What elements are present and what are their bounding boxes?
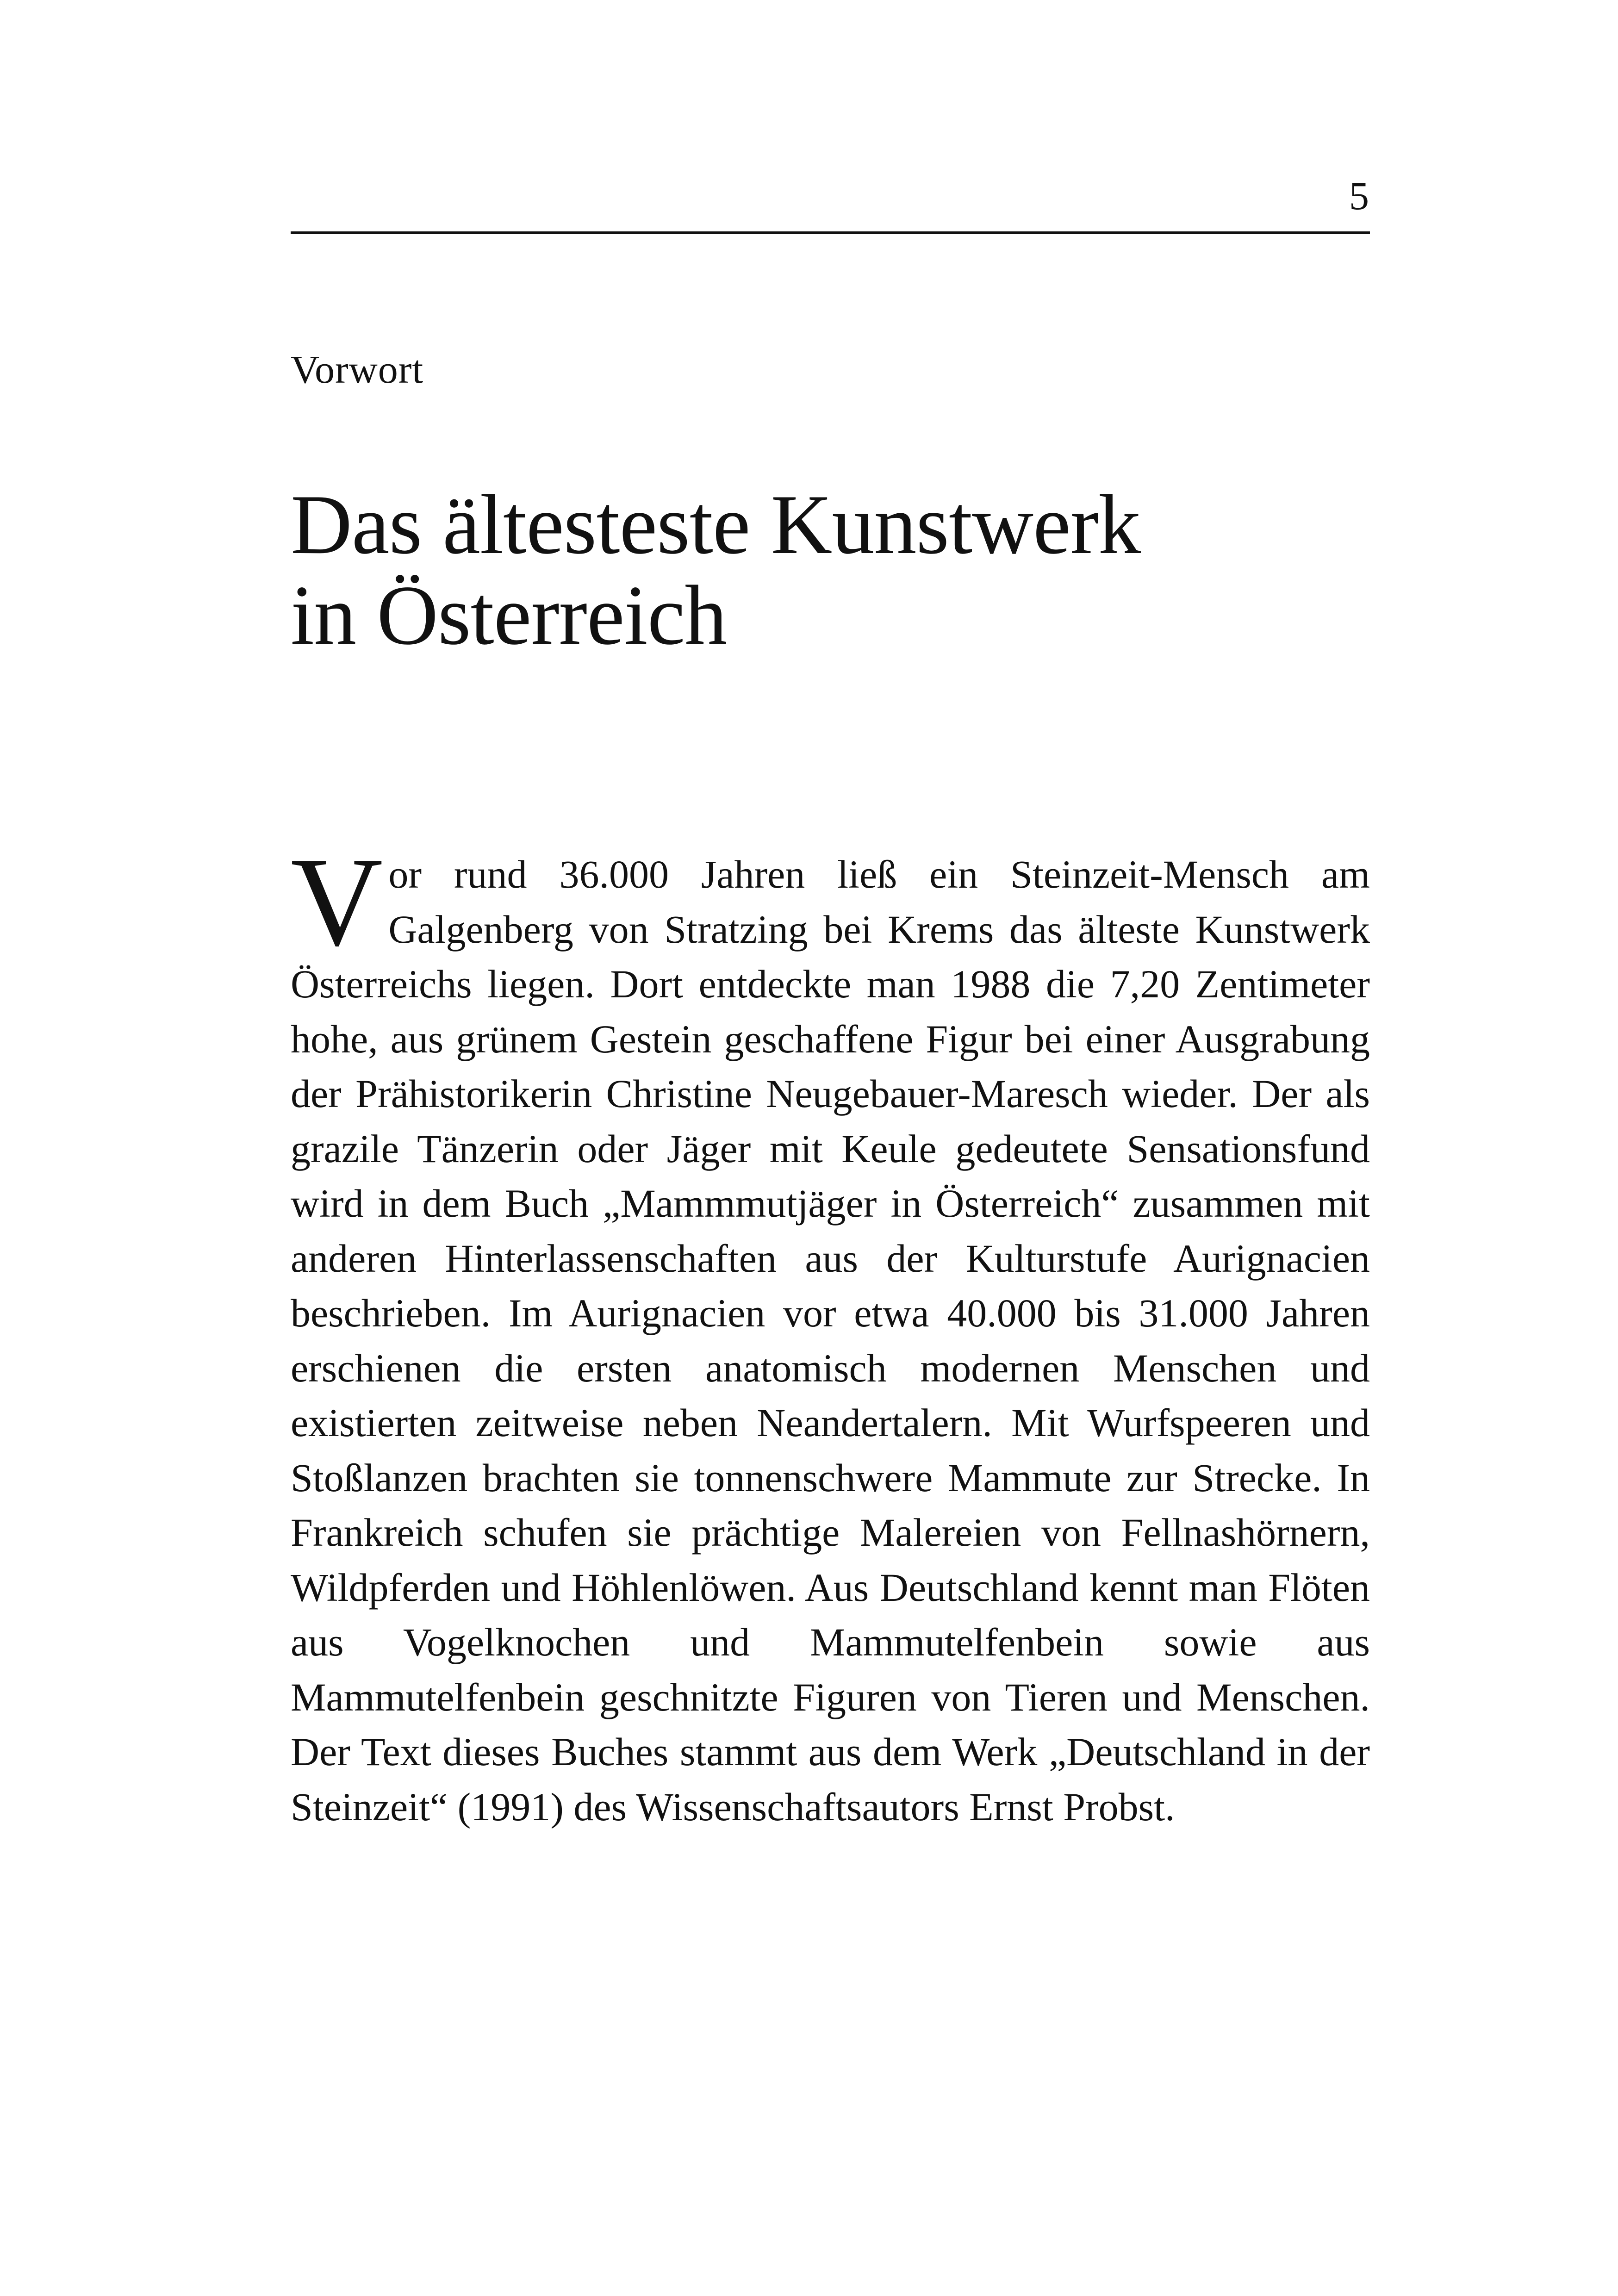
page-title-line-1: Das ältesteste Kunstwerk	[291, 477, 1140, 572]
section-label: Vorwort	[291, 347, 424, 392]
drop-cap: V	[291, 831, 383, 972]
page-title	[291, 479, 1374, 660]
page-number: 5	[1349, 174, 1369, 218]
header-rule	[291, 231, 1370, 234]
page-title-line-2: in Österreich	[291, 568, 727, 662]
body-paragraph	[291, 831, 1370, 1834]
body-text: or rund 36.000 Jahren ließ ein Steinzeit-Mensch am Galgenberg von Stratzing bei Krems das älteste Kunstwerk Österreichs liegen. Dort entdeckte man 1988 die 7,20 Zentimeter hohe, aus grünem Gestein geschaffene Figur bei einer Ausgrabung der Prähistorikerin Christine Neugebauer-Maresch wieder. Der als grazile Tänzerin oder Jäger mit Keule gedeutete Sensationsfund wird in dem Buch „Mammmutjäger in Österreich“ zusammen mit anderen Hinterlassenschaften aus der Kulturstufe Aurignacien beschrieben. Im Aurignacien vor etwa 40.000 bis 31.000 Jahren erschienen die ersten anatomisch modernen Menschen und existierten zeitweise neben Neandertalern. Mit Wurfspeeren und Stoßlanzen brachten sie tonnenschwere Mammute zur Strecke. In Frankreich schufen sie prächtige Malereien von Fellnashörnern, Wildpferden und Höhlenlöwen. Aus Deutschland kennt man Flöten aus Vogelknochen und Mammutelfenbein sowie aus Mammutelfenbein geschnitzte Figuren von Tieren und Menschen. Der Text dieses Buches stammt aus dem Werk „Deutschland in der Steinzeit“ (1991) des Wissenschaftsautors Ernst Probst.	[291, 852, 1370, 1829]
